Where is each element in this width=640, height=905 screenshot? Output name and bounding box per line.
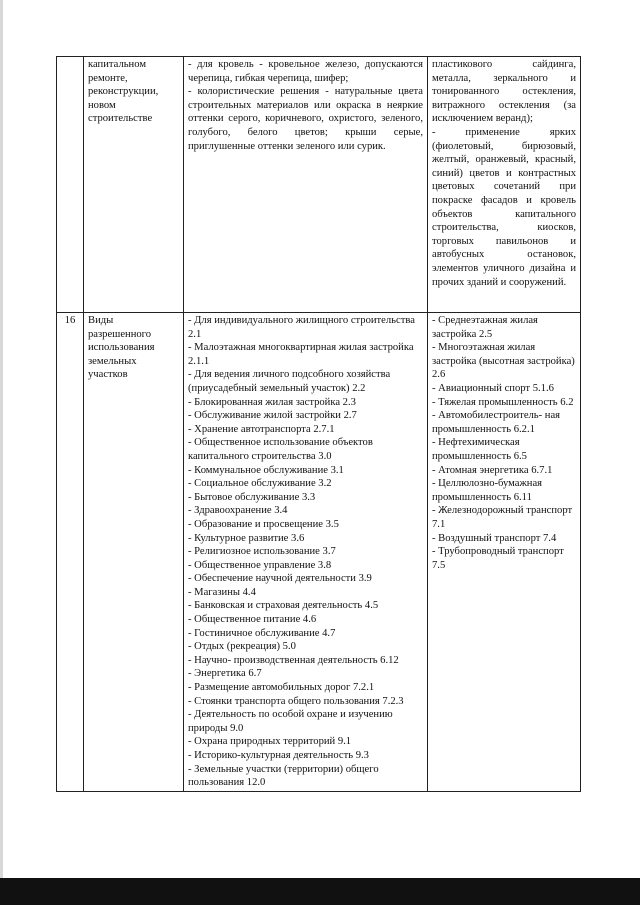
row-name-line: использования	[88, 342, 155, 354]
row-name-line: ремонте,	[88, 72, 128, 84]
row-name-line: капитальном	[88, 59, 147, 70]
main-use-item: - Обслуживание жилой застройки 2.7	[188, 410, 357, 422]
conditional-use-item: - Многоэтажная жилая застройка (высотная застройка) 2.6	[432, 342, 575, 381]
row-main-cell	[184, 57, 428, 313]
prohibition-item: пластикового сайдинга, металла, зеркального и тонированного остекления, витражного остекления (за исключением веранд);	[432, 59, 576, 125]
conditional-use-item: - Среднеэтажная жилая застройка 2.5	[432, 315, 538, 340]
conditional-uses-list	[428, 313, 581, 792]
scan-bottom-band	[0, 878, 640, 905]
main-use-item: - Общественное питание 4.6	[188, 614, 317, 626]
regulation-item: - колористические решения - натуральные цвета строительных материалов или окраска в неяркие оттенки серого, коричневого, охристого, зеленого, голубого, белого цветов; крыши серые, приглушенные оттенки зеленого или сурик.	[188, 86, 423, 152]
row-name-line: разрешенного	[88, 328, 152, 340]
main-use-item: - Банковская и страховая деятельность 4.5	[188, 600, 379, 612]
main-use-item: - Малоэтажная многоквартирная жилая застройка 2.1.1	[188, 342, 414, 367]
main-use-item: - Культурное развитие 3.6	[188, 532, 305, 544]
table-row-continuation	[57, 57, 581, 313]
row-name-cell	[84, 313, 184, 792]
main-use-item: - Для индивидуального жилищного строительства 2.1	[188, 315, 415, 340]
main-use-item: - Стоянки транспорта общего пользования 7.2.3	[188, 695, 404, 707]
main-use-item: - Социальное обслуживание 3.2	[188, 478, 332, 490]
conditional-use-item: - Железнодорожный транспорт 7.1	[432, 505, 573, 530]
table-row-16	[57, 313, 581, 792]
row-name-line: строительстве	[88, 113, 153, 125]
row-name-line: реконструкции,	[88, 86, 159, 98]
row-name-line: Виды	[88, 315, 114, 326]
row-name-line: земельных	[88, 355, 137, 367]
main-use-item: - Коммунальное обслуживание 3.1	[188, 464, 344, 476]
main-use-item: - Общественное управление 3.8	[188, 559, 332, 571]
main-use-item: - Хранение автотранспорта 2.7.1	[188, 423, 335, 435]
main-use-item: - Религиозное использование 3.7	[188, 546, 336, 558]
main-use-item: - Энергетика 6.7	[188, 668, 262, 680]
conditional-use-item: - Целлюлозно-бумажная промышленность 6.11	[432, 478, 543, 503]
row-name-cell	[84, 57, 184, 313]
row-number: 16	[57, 313, 84, 792]
conditional-use-item: - Нефтехимическая промышленность 6.5	[432, 437, 527, 462]
main-use-item: - Образование и просвещение 3.5	[188, 518, 339, 530]
row-name-line: участков	[88, 369, 128, 381]
row-number-cell	[57, 57, 84, 313]
main-use-item: - Земельные участки (территории) общего пользования 12.0	[188, 763, 379, 789]
main-use-item: - Здравоохранение 3.4	[188, 505, 288, 517]
main-use-item: - Историко-культурная деятельность 9.3	[188, 750, 369, 761]
conditional-use-item: - Трубопроводный транспорт 7.5	[432, 546, 564, 571]
main-use-item: - Охрана природных территорий 9.1	[188, 736, 352, 748]
main-use-item: - Блокированная жилая застройка 2.3	[188, 396, 356, 408]
row-name-line: новом	[88, 99, 116, 111]
main-uses-list	[184, 313, 428, 792]
main-use-item: - Для ведения личного подсобного хозяйства (приусадебный земельный участок) 2.2	[188, 369, 391, 394]
main-use-item: - Бытовое обслуживание 3.3	[188, 491, 316, 503]
main-use-item: - Размещение автомобильных дорог 7.2.1	[188, 682, 375, 694]
conditional-use-item: - Тяжелая промышленность 6.2	[432, 396, 574, 408]
conditional-use-item: - Атомная энергетика 6.7.1	[432, 464, 553, 476]
zoning-table	[56, 56, 581, 792]
main-use-item: - Гостиничное обслуживание 4.7	[188, 627, 336, 639]
regulation-item: - для кровель - кровельное железо, допускаются черепица, гибкая черепица, шифер;	[188, 59, 423, 84]
scan-edge	[0, 0, 3, 905]
row-extra-cell	[428, 57, 581, 313]
conditional-use-item: - Автомобилестроитель- ная промышленность 6.2.1	[432, 410, 561, 435]
main-use-item: - Магазины 4.4	[188, 586, 256, 598]
main-use-item: - Общественное использование объектов капитального строительства 3.0	[188, 437, 373, 462]
main-use-item: - Отдых (рекреация) 5.0	[188, 641, 296, 653]
conditional-use-item: - Воздушный транспорт 7.4	[432, 532, 557, 544]
main-use-item: - Обеспечение научной деятельности 3.9	[188, 573, 372, 585]
main-use-item: - Научно- производственная деятельность 6.12	[188, 654, 399, 666]
main-use-item: - Деятельность по особой охране и изучению природы 9.0	[188, 709, 393, 734]
conditional-use-item: - Авиационный спорт 5.1.6	[432, 382, 554, 394]
prohibition-item: - применение ярких (фиолетовый, бирюзовый, желтый, оранжевый, красный, синий) цветов и контрастных цветовых сочетаний при покраске фасадов и кровель объектов капитального строительства, киосков, торговых павильонов и автобусных остановок, элементов уличного дизайна и прочих зданий и сооружений.	[432, 126, 576, 288]
